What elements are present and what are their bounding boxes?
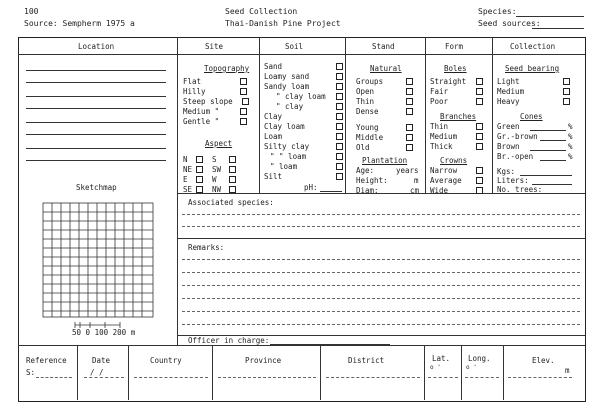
seed-light: Light	[497, 77, 520, 86]
topo-medium-label: Medium "	[183, 107, 220, 116]
topography-title: Topography	[204, 64, 250, 73]
footer-province: Province	[245, 356, 282, 365]
footer-ref-prefix: S:	[26, 368, 36, 377]
branches-medium: Medium	[430, 132, 458, 141]
soil-clay: Clay	[264, 112, 283, 121]
soil-ph-label: pH:	[304, 183, 318, 192]
kgs-label: Kgs:	[497, 167, 516, 176]
soil-sandy-clay-loam: " clay loam	[276, 92, 326, 101]
col-site: Site	[205, 42, 224, 51]
associated-species-label: Associated species:	[188, 198, 274, 207]
footer-elev: Elev.	[532, 356, 555, 365]
aspect-se-label: SE	[183, 185, 193, 194]
col-form: Form	[445, 42, 464, 51]
cones-brown-percent: %	[568, 142, 573, 151]
country-field[interactable]	[134, 377, 208, 378]
branches-thick: Thick	[430, 142, 453, 151]
cones-green: Green	[497, 122, 520, 131]
soil-loamy-sand: Loamy sand	[264, 72, 310, 81]
plantation-diam-label: Diam:	[356, 186, 379, 195]
soil-silty-clay-loam: " " loam	[270, 152, 307, 161]
branches-thin: Thin	[430, 122, 449, 131]
aspect-n-label: N	[183, 155, 188, 164]
topo-flat-label: Flat	[183, 77, 202, 86]
aspect-title: Aspect	[205, 139, 233, 148]
footer-long-units: o '	[466, 364, 477, 371]
footer-country: Country	[150, 356, 182, 365]
species-label: Species:	[478, 7, 517, 16]
boles-poor: Poor	[430, 97, 449, 106]
natural-dense: Dense	[356, 107, 379, 116]
col-location: Location	[78, 42, 115, 51]
source-line: Source: Sempherm 1975 a	[24, 19, 135, 28]
boles-straight: Straight	[430, 77, 467, 86]
seed-bearing-title: Seed bearing	[505, 64, 560, 73]
footer-reference: Reference	[26, 356, 67, 365]
sketchmap-label: Sketchmap	[76, 183, 117, 192]
natural-open: Open	[356, 87, 375, 96]
cones-brown: Brown	[497, 142, 520, 151]
cones-br-open-percent: %	[568, 152, 573, 161]
lat-field[interactable]	[428, 377, 458, 378]
soil-sandy-loam: Sandy loam	[264, 82, 310, 91]
soil-sandy-clay: " clay	[276, 102, 304, 111]
elev-field[interactable]	[508, 377, 572, 378]
cones-gr-brown: Gr.-brown	[497, 132, 538, 141]
footer-lat-units: o '	[430, 364, 441, 371]
seed-sources-label: Seed sources:	[478, 19, 541, 28]
crowns-narrow: Narrow	[430, 166, 458, 175]
natural-groups: Groups	[356, 77, 384, 86]
aspect-s-label: S	[212, 155, 217, 164]
topo-steep-label: Steep slope	[183, 97, 233, 106]
soil-silty-clay: Silty clay	[264, 142, 310, 151]
age-young: Young	[356, 123, 379, 132]
footer-lat: Lat.	[432, 354, 451, 363]
crowns-title: Crowns	[440, 156, 468, 165]
seed-heavy: Heavy	[497, 97, 520, 106]
page-number: 100	[24, 7, 39, 16]
natural-thin: Thin	[356, 97, 375, 106]
footer-date: Date	[92, 356, 111, 365]
footer-elev-unit: m	[565, 366, 570, 375]
cones-green-percent: %	[568, 122, 573, 131]
remarks-label: Remarks:	[188, 243, 225, 252]
footer-district: District	[348, 356, 385, 365]
plantation-height-unit: m	[414, 176, 419, 185]
plantation-age-label: Age:	[356, 166, 375, 175]
province-field[interactable]	[218, 377, 316, 378]
soil-silt-loam: " loam	[270, 162, 298, 171]
sketchmap-scale: 50 0 100 200 m	[72, 328, 136, 337]
col-stand: Stand	[372, 42, 395, 51]
natural-title: Natural	[370, 64, 402, 73]
plantation-title: Plantation	[362, 156, 408, 165]
officer-label: Officer in charge:	[188, 336, 270, 345]
boles-fair: Fair	[430, 87, 449, 96]
plantation-age-unit: years	[396, 166, 419, 175]
form-subtitle: Thai-Danish Pine Project	[225, 19, 341, 28]
officer-field[interactable]	[270, 344, 390, 345]
liters-label: Liters:	[497, 176, 529, 185]
plantation-diam-unit: cm	[410, 186, 420, 195]
aspect-w-label: W	[212, 175, 217, 184]
topo-hilly-label: Hilly	[183, 87, 206, 96]
aspect-ne-label: NE	[183, 165, 193, 174]
soil-loam: Loam	[264, 132, 283, 141]
seed-medium: Medium	[497, 87, 525, 96]
col-soil: Soil	[285, 42, 304, 51]
district-field[interactable]	[326, 377, 420, 378]
cones-br-open: Br.-open	[497, 152, 534, 161]
soil-silt: Silt	[264, 172, 283, 181]
col-collection: Collection	[510, 42, 556, 51]
aspect-nw-label: NW	[212, 185, 222, 194]
cones-title: Cones	[520, 112, 543, 121]
topo-gentle-label: Gentle "	[183, 117, 220, 126]
age-middle: Middle	[356, 133, 384, 142]
plantation-height-label: Height:	[356, 176, 388, 185]
crowns-average: Average	[430, 176, 462, 185]
branches-title: Branches	[440, 112, 477, 121]
aspect-e-label: E	[183, 175, 188, 184]
footer-long: Long.	[468, 354, 491, 363]
reference-field[interactable]	[36, 377, 72, 378]
crowns-wide: Wide	[430, 186, 449, 195]
form-title: Seed Collection	[225, 7, 298, 16]
footer-date-field[interactable]: / /	[90, 368, 104, 377]
no-trees-label: No. trees:	[497, 185, 543, 194]
soil-sand: Sand	[264, 62, 283, 71]
age-old: Old	[356, 143, 370, 152]
long-field[interactable]	[465, 377, 499, 378]
boles-title: Boles	[444, 64, 467, 73]
soil-clay-loam: Clay loam	[264, 122, 305, 131]
cones-gr-brown-percent: %	[568, 132, 573, 141]
aspect-sw-label: SW	[212, 165, 222, 174]
